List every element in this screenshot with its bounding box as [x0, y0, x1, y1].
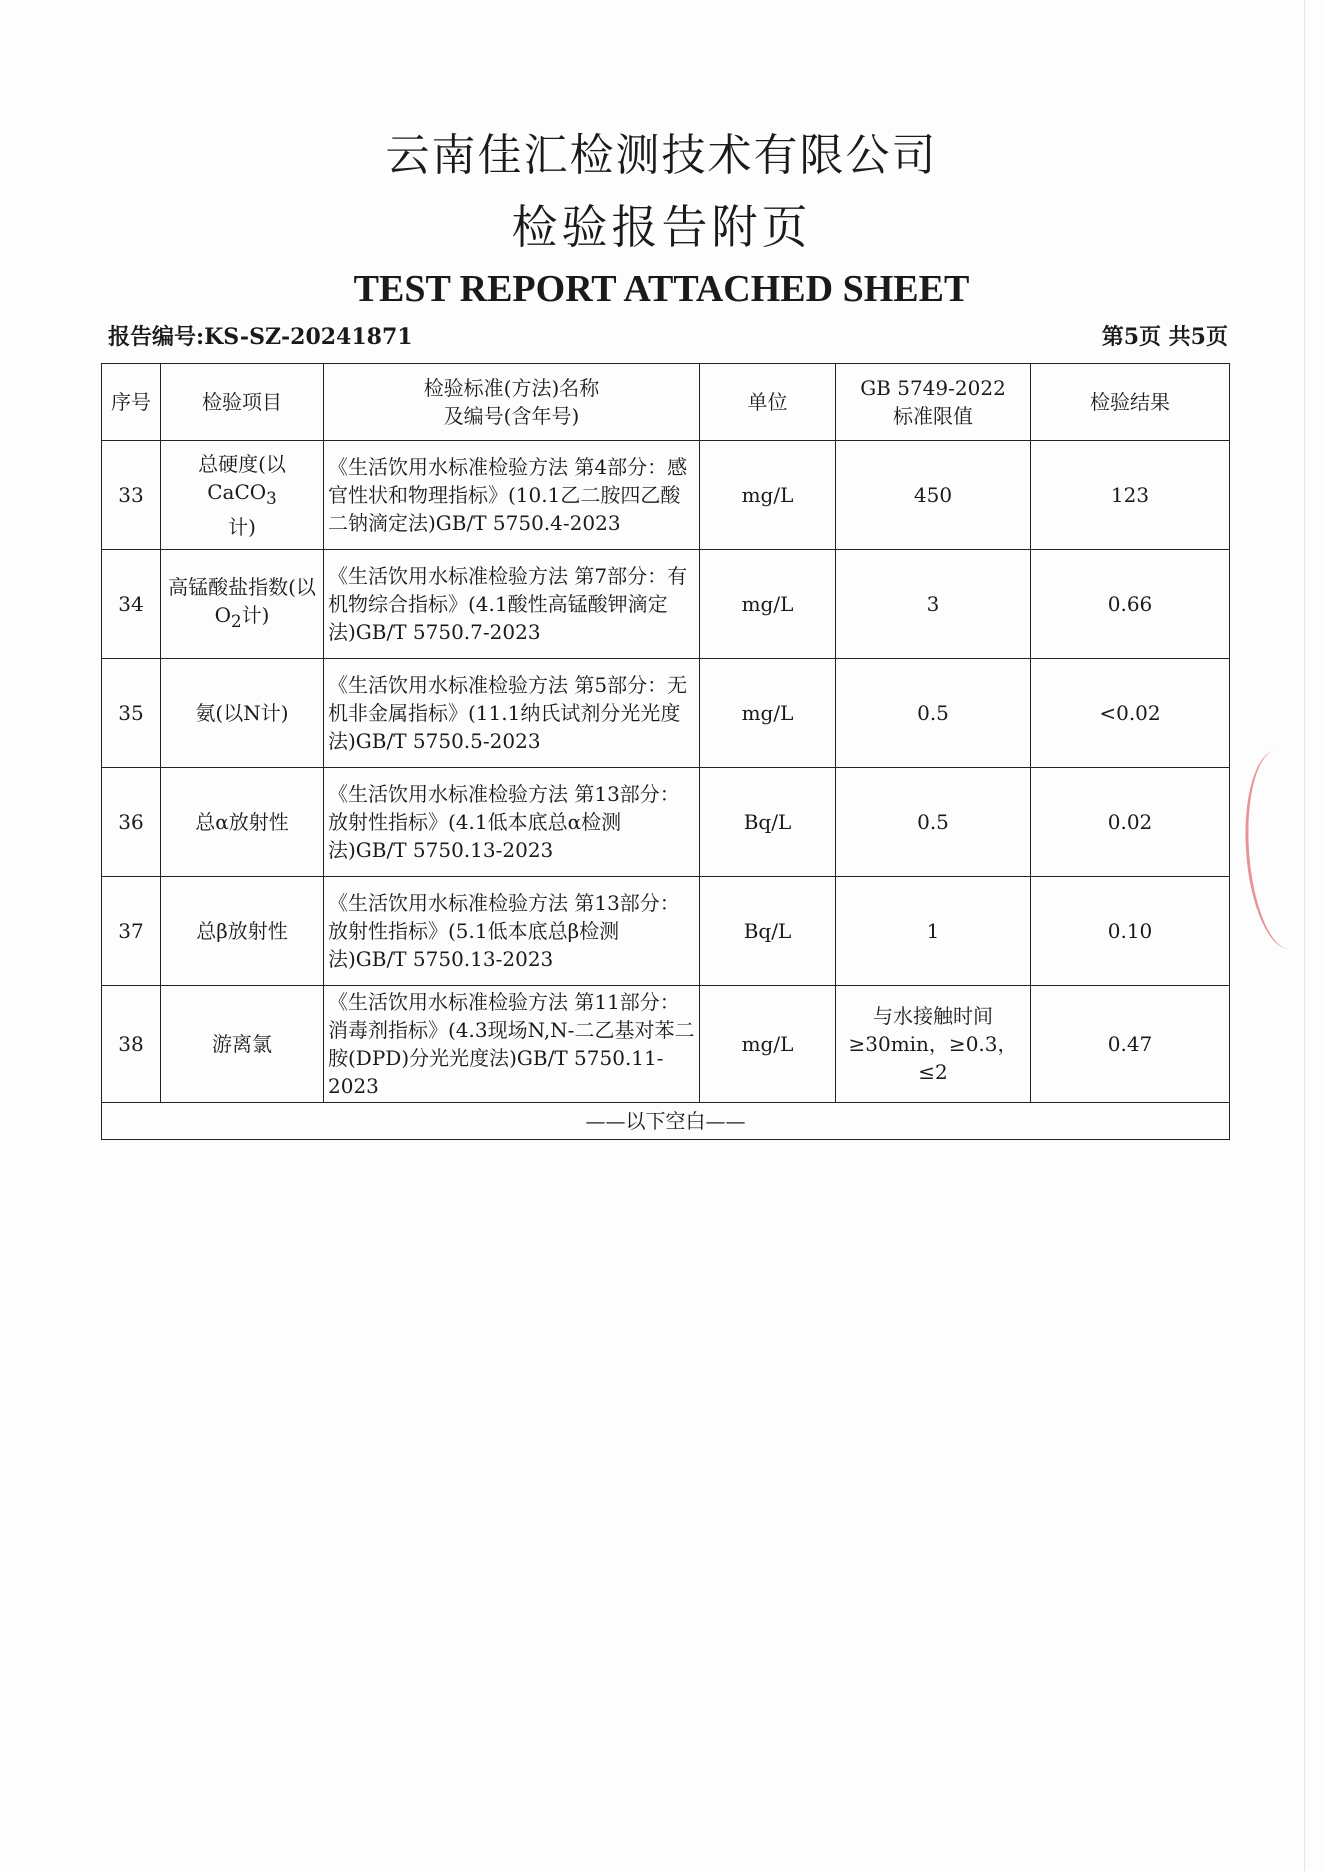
cell-item [161, 441, 324, 550]
cell-method: 《生活饮用水标准检验方法 第11部分：消毒剂指标》(4.3现场N,N-二乙基对苯二胺(DPD)分光光度法)GB/T 5750.11-2023 [324, 986, 700, 1103]
report-title-cn: 检验报告附页 [511, 200, 812, 254]
cell-unit: mg/L [700, 441, 836, 550]
cell-result: 0.66 [1031, 550, 1230, 659]
report-number: 报告编号:KS-SZ-20241871 [108, 324, 413, 350]
table-header-row [102, 364, 1230, 441]
col-header-limit [836, 364, 1031, 441]
col-header-limit-line2: 标准限值 [893, 404, 973, 428]
cell-item-subscript: 3 [266, 488, 277, 508]
cell-item: 总β放射性 [161, 877, 324, 986]
cell-item: 总α放射性 [161, 768, 324, 877]
cell-seq: 38 [102, 986, 161, 1103]
col-header-method-line2: 及编号(含年号) [443, 404, 580, 428]
cell-limit: 0.5 [836, 768, 1031, 877]
cell-result: <0.02 [1031, 659, 1230, 768]
company-name: 云南佳汇检测技术有限公司 [385, 130, 938, 181]
cell-method: 《生活饮用水标准检验方法 第13部分：放射性指标》(5.1低本底总β检测法)GB/T 5750.13-2023 [324, 877, 700, 986]
cell-limit: 0.5 [836, 659, 1031, 768]
cell-limit: 1 [836, 877, 1031, 986]
cell-item [161, 550, 324, 659]
cell-unit: Bq/L [700, 768, 836, 877]
cell-method: 《生活饮用水标准检验方法 第7部分：有机物综合指标》(4.1酸性高锰酸钾滴定法)GB/T 5750.7-2023 [324, 550, 700, 659]
cell-item-subscript: 2 [230, 611, 242, 631]
cell-item-text-end: 计) [228, 514, 256, 539]
cell-method: 《生活饮用水标准检验方法 第5部分：无机非金属指标》(11.1纳氏试剂分光光度法)GB/T 5750.5-2023 [324, 659, 700, 768]
cell-result: 0.10 [1031, 877, 1230, 986]
col-header-item: 检验项目 [161, 364, 324, 441]
cell-item: 氨(以N计) [161, 659, 324, 768]
table-row [102, 986, 1230, 1103]
cell-limit: 3 [836, 550, 1031, 659]
table-row [102, 550, 1230, 659]
cell-result: 0.47 [1031, 986, 1230, 1103]
cell-item-text-end: 计) [241, 602, 270, 627]
cell-result: 123 [1031, 441, 1230, 550]
cell-item-text: 总硬度(以CaCO [198, 451, 286, 504]
cell-result: 0.02 [1031, 768, 1230, 877]
cell-seq: 35 [102, 659, 161, 768]
results-table [101, 363, 1230, 1140]
table-row [102, 768, 1230, 877]
cell-method: 《生活饮用水标准检验方法 第13部分：放射性指标》(4.1低本底总α检测法)GB/T 5750.13-2023 [324, 768, 700, 877]
cell-limit: 450 [836, 441, 1031, 550]
col-header-limit-line1: GB 5749-2022 [860, 376, 1006, 400]
cell-seq: 34 [102, 550, 161, 659]
col-header-result: 检验结果 [1031, 364, 1230, 441]
col-header-unit: 单位 [700, 364, 836, 441]
cell-unit: mg/L [700, 550, 836, 659]
cell-limit: 与水接触时间≥30min，≥0.3，≤2 [836, 986, 1031, 1103]
cell-unit: mg/L [700, 659, 836, 768]
col-header-seq: 序号 [102, 364, 161, 441]
cell-item: 游离氯 [161, 986, 324, 1103]
cell-unit: Bq/L [700, 877, 836, 986]
table-row [102, 659, 1230, 768]
cell-seq: 37 [102, 877, 161, 986]
blank-below-marker: ——以下空白—— [102, 1103, 1230, 1140]
table-row [102, 877, 1230, 986]
col-header-method [324, 364, 700, 441]
page-info: 第5页 共5页 [1101, 324, 1228, 350]
col-header-method-line1: 检验标准(方法)名称 [423, 376, 600, 400]
report-title-en: TEST REPORT ATTACHED SHEET [353, 268, 970, 310]
cell-method: 《生活饮用水标准检验方法 第4部分：感官性状和物理指标》(10.1乙二胺四乙酸二钠滴定法)GB/T 5750.4-2023 [324, 441, 700, 550]
cell-seq: 36 [102, 768, 161, 877]
table-row [102, 441, 1230, 550]
table-footer-row [102, 1103, 1230, 1140]
cell-item-text: 高锰酸盐指数(以O [168, 574, 316, 627]
cell-seq: 33 [102, 441, 161, 550]
cell-unit: mg/L [700, 986, 836, 1103]
